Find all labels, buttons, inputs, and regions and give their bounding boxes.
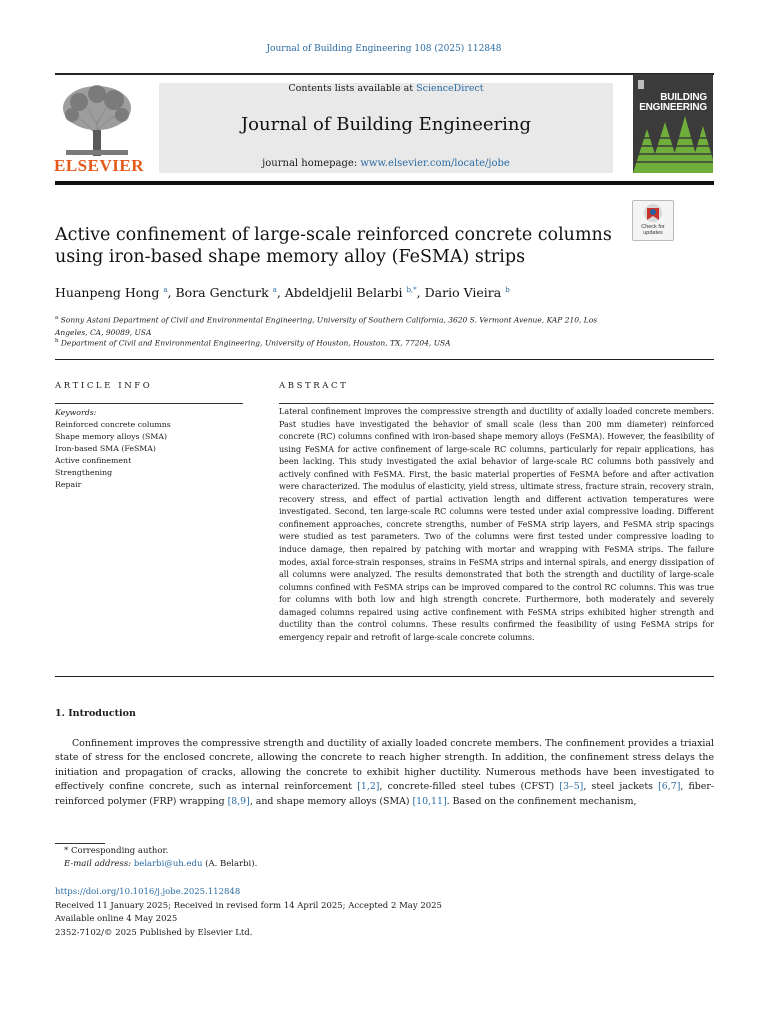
article-info-rule	[55, 403, 243, 404]
author-separator: ,	[167, 285, 176, 300]
email-label: E-mail address:	[64, 859, 134, 869]
affiliation-b-text: Department of Civil and Environmental Engineering, University of Houston, Houston, TX, 77204, USA	[60, 338, 451, 348]
author-list	[55, 285, 715, 300]
tree-icon	[54, 80, 140, 156]
corresponding-author-note: * Corresponding author.	[64, 846, 169, 856]
header-bottom-rule	[55, 181, 714, 185]
affiliation-a-mark: a	[55, 315, 59, 321]
elsevier-logo	[54, 80, 144, 176]
intro-text-1: Confinement improves the compressive strength and ductility of axially loaded concrete members. The confinement provides a triaxial state of stress for the enclosed concrete, allowing the concrete to reach higher strength. In addition, the confinement stress delays the initiation and propagation of cracks, allowing the concrete to exhibit higher ductility. Numerous methods have been investigated to effectively confine concrete, such as internal reinforcement	[55, 738, 714, 793]
intro-text-6: . Based on the confinement mechanism,	[446, 795, 637, 807]
section-divider	[55, 676, 714, 677]
author-affiliation-mark[interactable]: b	[505, 285, 510, 294]
available-online-date: Available online 4 May 2025	[55, 914, 178, 924]
cover-title-line-2: ENGINEERING	[639, 102, 707, 113]
abstract-rule	[279, 403, 714, 404]
citation-link[interactable]: [10,11]	[412, 795, 447, 807]
publisher-wordmark: ELSEVIER	[54, 156, 144, 175]
keyword-item: Active confinement	[55, 456, 132, 465]
affiliation-b	[55, 335, 615, 350]
section-divider	[55, 359, 714, 360]
author-affiliation-mark[interactable]: a	[163, 285, 168, 294]
doi-link[interactable]: https://doi.org/10.1016/j.jobe.2025.112848	[55, 887, 241, 897]
abstract-text: Lateral confinement improves the compressive strength and ductility of axially loaded concrete members. Past studies have investigated the behavior of small scale (less than 200 mm diameter) reinforced concrete (RC) columns confined with iron-based shape memory alloys (FeSMA). However, the feasibility of using FeSMA for active confinement of large-scale RC columns, particularly for repair applications, has been lacking. This study investigated the axial behavior of large-scale RC columns both passively and actively confined with FeSMA. First, the basic material properties of FeSMA before and after activation were characterized. The modulus of elasticity, yield stress, ultimate stress, fracture strain, recovery strain, recovery stress, and effect of partial activation length and different activation temperatures were investigated. Second, ten large-scale RC columns were tested under axial compressive loading. Different confinement approaches, concrete strengths, number of FeSMA strip layers, and FeSMA strip spacings were studied as test parameters. Two of the columns were first tested under compressive loading to induce damage, then repaired by patching with mortar and wrapping with FeSMA strips. The failure modes, axial force-strain responses, strains in FeSMA strips and internal spirals, and energy dissipation of all columns were analyzed. The results demonstrated that both the strength and ductility of large-scale columns confined with FeSMA strips can be improved compared to the control RC columns. This was true for columns with both low and high strength concrete. Furthermore, both moderately and severely damaged columns repaired using active confinement with FeSMA strips exhibited higher strength and ductility than the control columns. These results confirmed the feasibility of using FeSMA strips for emergency repair and retrofit of large-scale concrete columns.	[279, 407, 714, 642]
check-updates-label: Check for updates	[641, 224, 665, 236]
email-link[interactable]: belarbi@uh.edu	[133, 859, 203, 869]
keyword-item: Shape memory alloys (SMA)	[55, 432, 168, 441]
journal-cover-image[interactable]	[633, 74, 713, 173]
author-name[interactable]: Abdeldjelil Belarbi	[284, 285, 403, 300]
author-affiliation-mark[interactable]: b,*	[406, 285, 417, 294]
abstract-heading: ABSTRACT	[279, 381, 349, 391]
citation-link[interactable]: [8,9]	[227, 795, 250, 807]
sciencedirect-link[interactable]: ScienceDirect	[416, 83, 484, 94]
intro-text-2: , concrete-filled steel tubes (CFST)	[379, 781, 560, 793]
footnote-rule	[55, 843, 105, 844]
keyword-item: Iron-based SMA (FeSMA)	[55, 444, 156, 453]
contents-line	[159, 83, 613, 94]
article-info-heading: ARTICLE INFO	[55, 381, 153, 391]
citation-link[interactable]: [3–5]	[559, 781, 584, 793]
journal-title: Journal of Building Engineering	[240, 114, 532, 135]
homepage-link[interactable]: www.elsevier.com/locate/jobe	[360, 158, 510, 169]
author-separator: ,	[416, 285, 425, 300]
intro-text-5: , and shape memory alloys (SMA)	[249, 795, 413, 807]
author-separator: ,	[276, 285, 285, 300]
affiliation-a-text: Sonny Astani Department of Civil and Environmental Engineering, University of Southern California, 3620 S. Vermont Avenue, KAP 210, Los Angeles, CA, 90089, USA	[55, 315, 598, 337]
introduction-paragraph	[55, 737, 714, 809]
journal-reference[interactable]: Journal of Building Engineering 108 (2025) 112848	[266, 44, 502, 54]
keyword-item: Reinforced concrete columns	[55, 420, 171, 429]
keywords-list	[55, 407, 245, 491]
author-name[interactable]: Bora Gencturk	[175, 285, 269, 300]
check-updates-icon	[633, 201, 673, 225]
citation-link[interactable]: [1,2]	[357, 781, 380, 793]
section-heading-introduction: 1. Introduction	[55, 708, 136, 719]
email-footnote	[64, 859, 257, 869]
author-name[interactable]: Huanpeng Hong	[55, 285, 160, 300]
cover-title-line-1: BUILDING	[660, 92, 707, 103]
keyword-item: Repair	[55, 480, 82, 489]
header-top-rule	[55, 73, 714, 75]
intro-text-3: , steel jackets	[583, 781, 659, 793]
citation-link[interactable]: [6,7]	[658, 781, 681, 793]
journal-homepage	[159, 158, 613, 169]
article-title: Active confinement of large-scale reinforced concrete columns using iron-based shape memory alloy (FeSMA) strips	[55, 225, 612, 267]
contents-prefix: Contents lists available at	[288, 83, 417, 94]
keyword-item: Strengthening	[55, 468, 113, 477]
email-suffix: (A. Belarbi).	[202, 859, 258, 869]
affiliation-b-mark: b	[55, 338, 59, 344]
copyright-line: 2352-7102/© 2025 Published by Elsevier Ltd.	[55, 928, 253, 938]
keywords-label: Keywords:	[55, 408, 97, 417]
homepage-prefix: journal homepage:	[262, 158, 361, 169]
cover-artwork	[633, 74, 713, 173]
author-name[interactable]: Dario Vieira	[424, 285, 502, 300]
intro-text-4: , fiber-reinforced polymer (FRP) wrapping	[55, 781, 714, 807]
received-dates: Received 11 January 2025; Received in revised form 14 April 2025; Accepted 2 May 2025	[55, 901, 442, 911]
author-affiliation-mark[interactable]: a	[272, 285, 277, 294]
check-for-updates-button[interactable]	[632, 200, 674, 241]
